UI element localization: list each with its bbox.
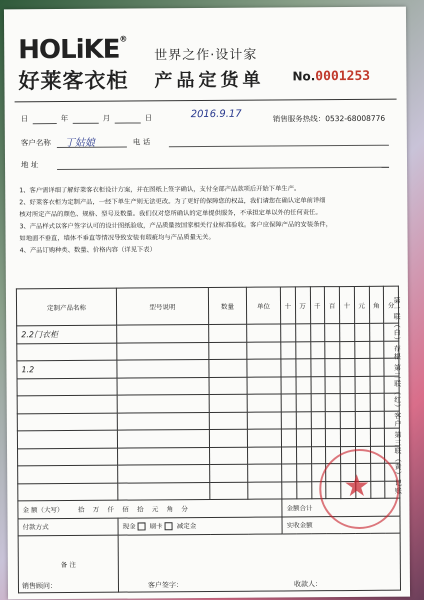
term-line: 核对所定产品的颜色、规格、型号及数量。我们仅对您所确认的定单提供服务，不承担定单以外的任何责任。	[19, 209, 322, 219]
term-line: 3、产品样式以客户签字认可的设计图纸验收，产品质量按国家相关行业标准验收。客户应保障产品的安装条件，	[19, 221, 333, 231]
actual-amount-label: 实收金额	[286, 521, 313, 530]
col-header: 元	[354, 286, 369, 323]
product-cell: 2.2门衣柜	[17, 325, 117, 343]
copy-legend: 第一联（白）存根 第二联（红）客户 第三联（黄）记账	[392, 296, 403, 496]
col-header: 十	[280, 287, 295, 324]
form-number: No.0001253	[292, 68, 371, 85]
payment-label-cell	[18, 518, 118, 536]
amount-cell[interactable]: 金 额（大写） 拾 万 仟 佰 拾 元 角 分	[18, 499, 282, 518]
header-divider	[15, 99, 397, 103]
brand-slogan: 世界之作·设计家	[154, 47, 258, 64]
col-header: 分	[384, 286, 399, 323]
year-label: 年	[60, 113, 69, 124]
col-header: 定制产品名称	[16, 288, 116, 326]
customer-name-label: 客户名称	[20, 138, 51, 148]
receiver-label: 收款人：	[293, 580, 322, 589]
address-field[interactable]	[57, 167, 389, 170]
handwritten-customer: 丁姑娘	[64, 137, 95, 149]
handwritten-date: 2016.9.17	[190, 108, 242, 121]
brand-logo: HOLiKE®	[18, 34, 127, 66]
address-label: 地 址	[20, 160, 39, 170]
amount-label: 金 额（大写）	[22, 505, 64, 515]
order-table	[16, 286, 401, 594]
date-label: 日	[20, 114, 29, 124]
card-checkbox[interactable]	[165, 522, 173, 530]
brand-name-cn: 好莱客衣柜	[18, 68, 129, 94]
col-header: 单位	[246, 287, 280, 324]
sales-advisor-label: 销售顾问：	[21, 582, 58, 591]
seal-star-icon: ★	[343, 468, 371, 505]
day-label: 日	[144, 113, 153, 123]
product-cell: 1.2	[17, 360, 117, 378]
customer-sign-label: 客户签字：	[147, 581, 183, 590]
term-line: 4、产品订购种类、数量、价格内容（详见下表）	[19, 246, 156, 255]
form-number-value: 0001253	[315, 68, 371, 85]
payment-options: 现金 刷卡 减定金	[118, 516, 282, 535]
cash-checkbox[interactable]	[138, 523, 146, 531]
remarks-row	[18, 533, 400, 593]
table-header-row	[16, 286, 398, 326]
term-line: 如地面不垂直，墙体不垂直等情况导致安装有瑕疵均与产品质量无关。	[19, 233, 215, 243]
month-label: 月	[102, 113, 111, 123]
col-header: 角	[369, 286, 384, 323]
term-line: 1、客户需详细了解好莱客衣柜设计方案，并在图纸上签字确认，支付全部产品款项后开始下单生产。	[19, 185, 301, 195]
col-header: 数量	[208, 287, 246, 324]
phone-field[interactable]	[169, 145, 389, 148]
col-header: 百	[325, 287, 340, 324]
col-header: 十	[339, 286, 354, 323]
term-line: 2、好莱客衣柜为定制产品，一经下单生产则无法更改。为了更好的保障您的权益，我们请您在确认定单前详细	[19, 197, 326, 207]
form-title: 产品定货单	[154, 69, 265, 92]
terms-block	[19, 183, 395, 258]
remarks-label: 备 注	[60, 560, 76, 569]
phone-label: 电 话	[132, 137, 151, 147]
order-form-sheet	[4, 7, 410, 600]
col-header: 千	[310, 287, 325, 324]
hotline-text: 销售服务热线：0532-68008776	[272, 113, 386, 124]
payment-label: 付款方式	[22, 523, 49, 532]
total-label: 金额合计	[286, 504, 313, 513]
col-header: 型号说明	[116, 287, 208, 325]
col-header: 万	[295, 287, 310, 324]
